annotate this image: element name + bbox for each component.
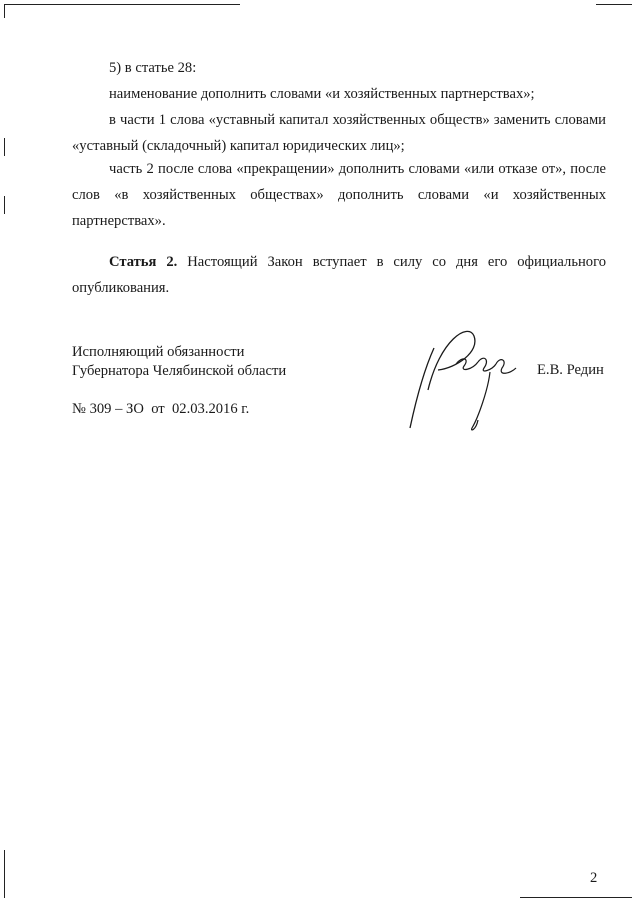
article-2-paragraph — [72, 249, 606, 301]
law-registration-number: № 309 – ЗО от 02.03.2016 г. — [72, 401, 250, 417]
article-2-text: Настоящий Закон вступает в силу со дня его официального опубликования. — [72, 254, 606, 296]
article-2-label: Статья 2. — [109, 254, 178, 270]
paragraph-title-amendment: наименование дополнить словами «и хозяйственных партнерствах»; — [109, 86, 535, 102]
scan-bottom-right-line — [520, 897, 632, 898]
page-number: 2 — [590, 870, 598, 886]
paragraph-part-1-amendment: в части 1 слова «уставный капитал хозяйственных обществ» заменить словами «уставный (складочный) капитал юридических лиц»; — [72, 112, 606, 154]
scan-top-left-corner — [4, 4, 5, 18]
paragraph-part-2-amendment: часть 2 после слова «прекращении» дополнить словами «или отказе от», после слов «в хозяйственных обществах» дополнить словами «и хозяйственных партнерствах». — [72, 161, 606, 229]
signatory-name: Е.В. Редин — [537, 362, 604, 378]
signatory-title-line-1: Исполняющий обязанности — [72, 344, 245, 360]
scan-left-mark — [4, 850, 5, 898]
signatory-title — [72, 343, 286, 381]
scan-left-mark — [4, 196, 5, 214]
scan-left-mark — [4, 138, 5, 156]
paragraph-item-5: 5) в статье 28: — [109, 60, 197, 76]
scan-top-right-line — [596, 4, 632, 5]
handwritten-signature — [398, 320, 528, 435]
signatory-title-line-2: Губернатора Челябинской области — [72, 363, 287, 379]
scan-top-edge-line — [4, 4, 240, 5]
